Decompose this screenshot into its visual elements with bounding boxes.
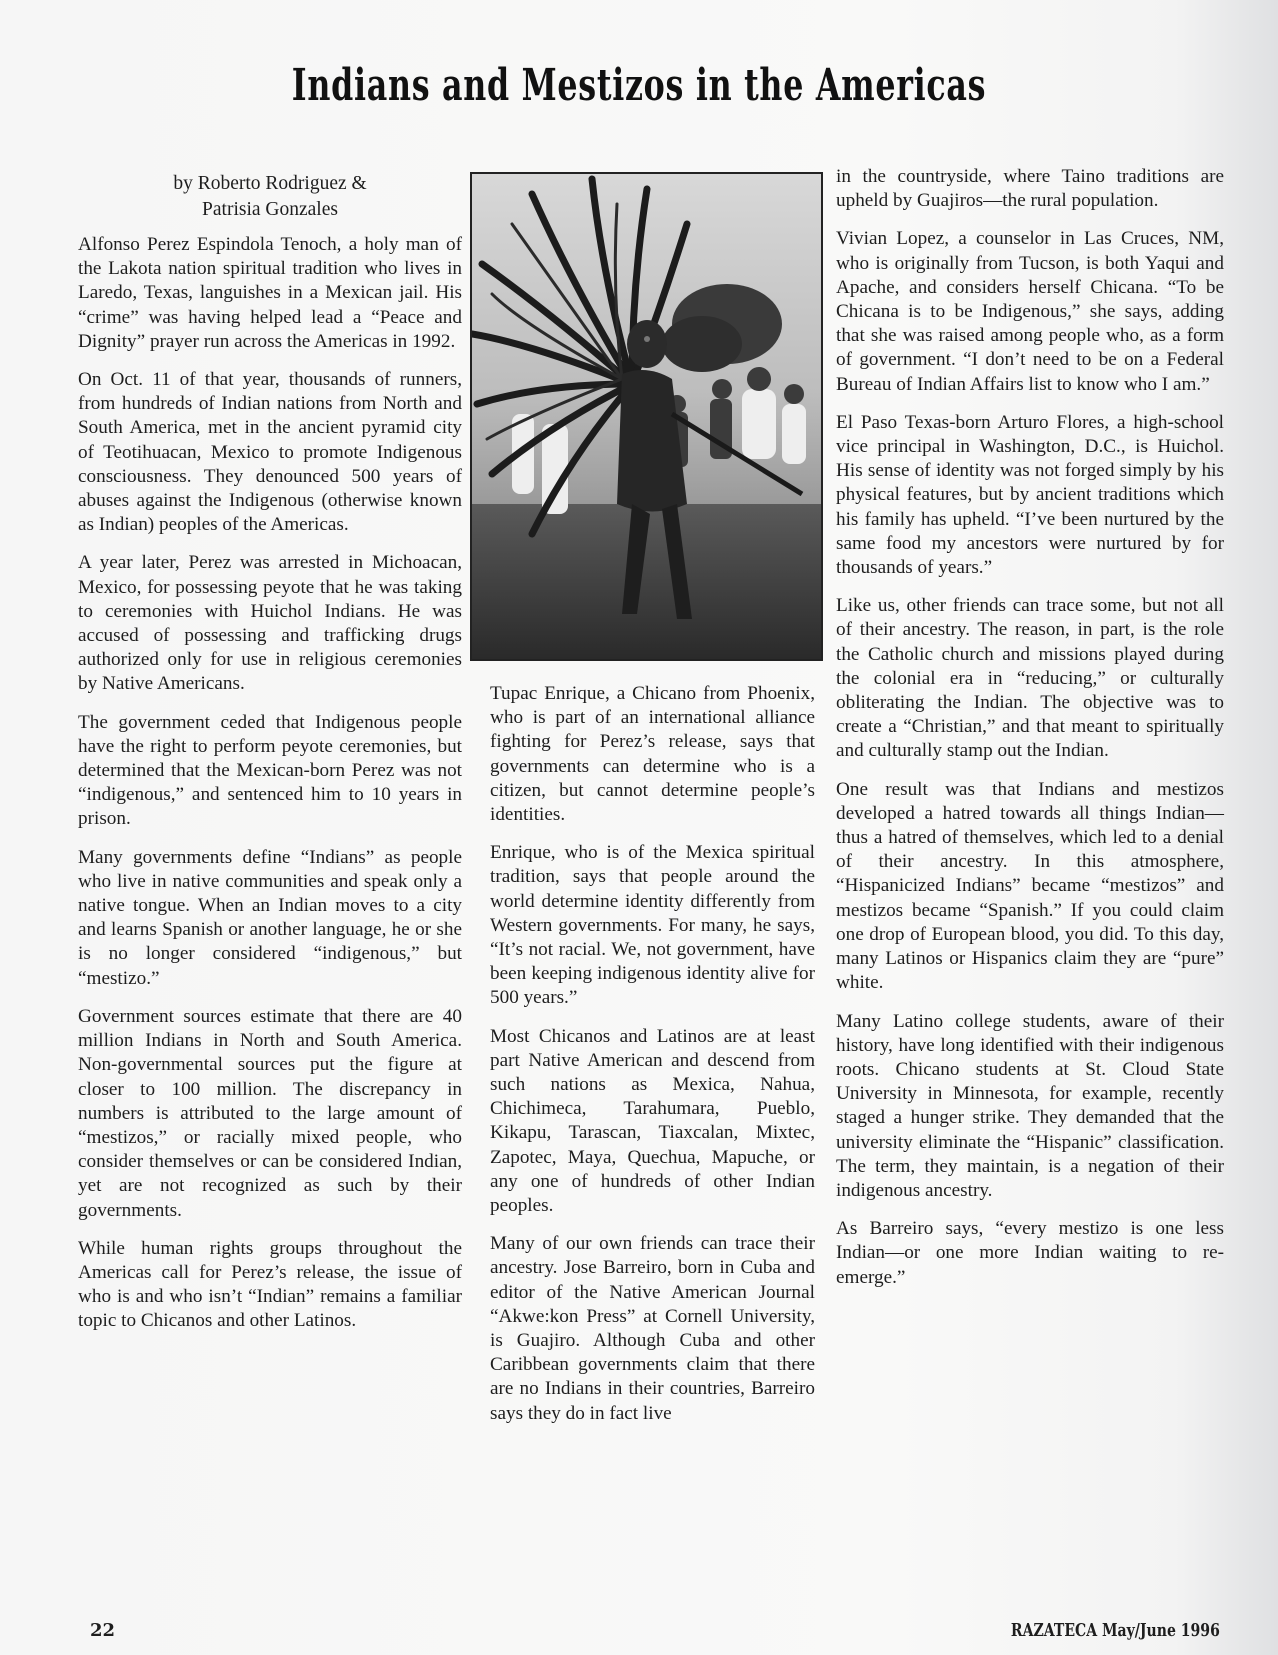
article-column-1 xyxy=(78,171,462,1348)
article-column-2 xyxy=(490,682,815,1440)
paragraph: As Barreiro says, “every mestizo is one less Indian—or one more Indian waiting to re-emerge.” xyxy=(836,1218,1224,1288)
paragraph: Many governments define “Indians” as people who live in native communities and speak only a native tongue. When an Indian moves to a city and learns Spanish or another language, he or she is no longer considered “indigenous,” but “mestizo.” xyxy=(78,846,462,989)
paragraph: El Paso Texas-born Arturo Flores, a high-school vice principal in Washington, D.C., is Huichol. His sense of identity was not forged simply by his physical features, but by ancient traditions which his family has upheld. “I’ve been nurtured by the same food my ancestors were nurtured by for thousands of years.” xyxy=(836,411,1224,579)
article-title: Indians and Mestizos in the Americas xyxy=(291,60,987,111)
byline-authors-line1: by Roberto Rodriguez & xyxy=(173,173,367,194)
paragraph: Many Latino college students, aware of their history, have long identified with their indigenous roots. Chicano students at St. Cloud State University in Minnesota, for example, recently staged a hunger strike. They demanded that the university eliminate the “Hispanic” classification. The term, they maintain, is a negation of their indigenous ancestry. xyxy=(836,1010,1224,1201)
paragraph: in the countryside, where Taino traditions are upheld by Guajiros—the rural population. xyxy=(836,166,1224,212)
paragraph: The government ceded that Indigenous people have the right to perform peyote ceremonies, but determined that the Mexican-born Perez was not “indigenous,” and sentenced him to 10 years in prison. xyxy=(78,711,462,830)
paragraph: Many of our own friends can trace their ancestry. Jose Barreiro, born in Cuba and editor of the Native American Journal “Akwe:kon Press” at Cornell University, is Guajiro. Although Cuba and other Caribbean governments claim that there are no Indians in their countries, Barreiro says they do in fact live xyxy=(490,1233,815,1424)
paragraph: Alfonso Perez Espindola Tenoch, a holy man of the Lakota nation spiritual tradition who lives in Laredo, Texas, languishes in a Mexican jail. His “crime” was having helped lead a “Peace and Dignity” prayer run across the Americas in 1992. xyxy=(78,234,462,352)
byline xyxy=(78,171,462,223)
article-column-3 xyxy=(836,165,1224,1304)
issue-folio: RAZATECA May/June 1996 xyxy=(1011,1620,1220,1641)
feathered-dancer-illustration xyxy=(472,174,821,659)
paragraph: One result was that Indians and mestizos developed a hatred towards all things Indian—thus a hatred of themselves, which led to a denial of their ancestry. In this atmosphere, “Hispanicized Indians” became “mestizos” and mestizos became “Spanish.” If you could claim one drop of European blood, you did. To this day, many Latinos or Hispanics claim they are “pure” white. xyxy=(836,778,1224,994)
paragraph: Like us, other friends can trace some, but not all of their ancestry. The reason, in part, is the role the Catholic church and missions played during the colonial era in “reducing,” or culturally obliterating the Indian. The objective was to create a “Christian,” and that meant to spiritually and culturally stamp out the Indian. xyxy=(836,595,1224,762)
paragraph: A year later, Perez was arrested in Michoacan, Mexico, for possessing peyote that he was taking to ceremonies with Huichol Indians. He was accused of possessing and trafficking drugs authorized only for use in religious ceremonies by Native Americans. xyxy=(78,552,462,695)
paragraph: On Oct. 11 of that year, thousands of runners, from hundreds of Indian nations from North and South America, met in the ancient pyramid city of Teotihuacan, Mexico to promote Indigenous consciousness. They denounced 500 years of abuses against the Indigenous (otherwise known as Indian) peoples of the Americas. xyxy=(78,369,462,536)
paragraph: Vivian Lopez, a counselor in Las Cruces, NM, who is originally from Tucson, is both Yaqui and Apache, and considers herself Chicana. “To be Chicana is to be Indigenous,” she says, adding that she was raised among people who, as a form of government. “I don’t need to be on a Federal Bureau of Indian Affairs list to know who I am.” xyxy=(836,228,1224,395)
byline-authors-line2: Patrisia Gonzales xyxy=(202,199,338,220)
paragraph: Tupac Enrique, a Chicano from Phoenix, who is part of an international alliance fighting for Perez’s release, says that governments can determine who is a citizen, but cannot determine people’s identities. xyxy=(490,683,815,826)
paragraph: While human rights groups throughout the Americas call for Perez’s release, the issue of who is and who isn’t “Indian” remains a familiar topic to Chicanos and other Latinos. xyxy=(78,1237,462,1332)
page-number: 22 xyxy=(90,1620,116,1641)
paragraph: Government sources estimate that there are 40 million Indians in North and South America. Non-governmental sources put the figure at closer to 100 million. The discrepancy in numbers is attributed to the large amount of “mestizos,” or racially mixed people, who consider themselves or can be considered Indian, yet are not recognized as such by their governments. xyxy=(78,1005,462,1221)
paragraph: Most Chicanos and Latinos are at least part Native American and descend from such nations as Mexica, Nahua, Chichimeca, Tarahumara, Pueblo, Kikapu, Tarascan, Tiaxcalan, Mixtec, Zapotec, Maya, Quechua, Mapuche, or any one of hundreds of other Indian peoples. xyxy=(490,1025,815,1217)
paragraph: Enrique, who is of the Mexica spiritual tradition, says that people around the world determine identity differently from Western governments. For many, he says, “It’s not racial. We, not government, have been keeping indigenous identity alive for 500 years.” xyxy=(490,842,815,1009)
dancer-photo xyxy=(470,172,823,661)
